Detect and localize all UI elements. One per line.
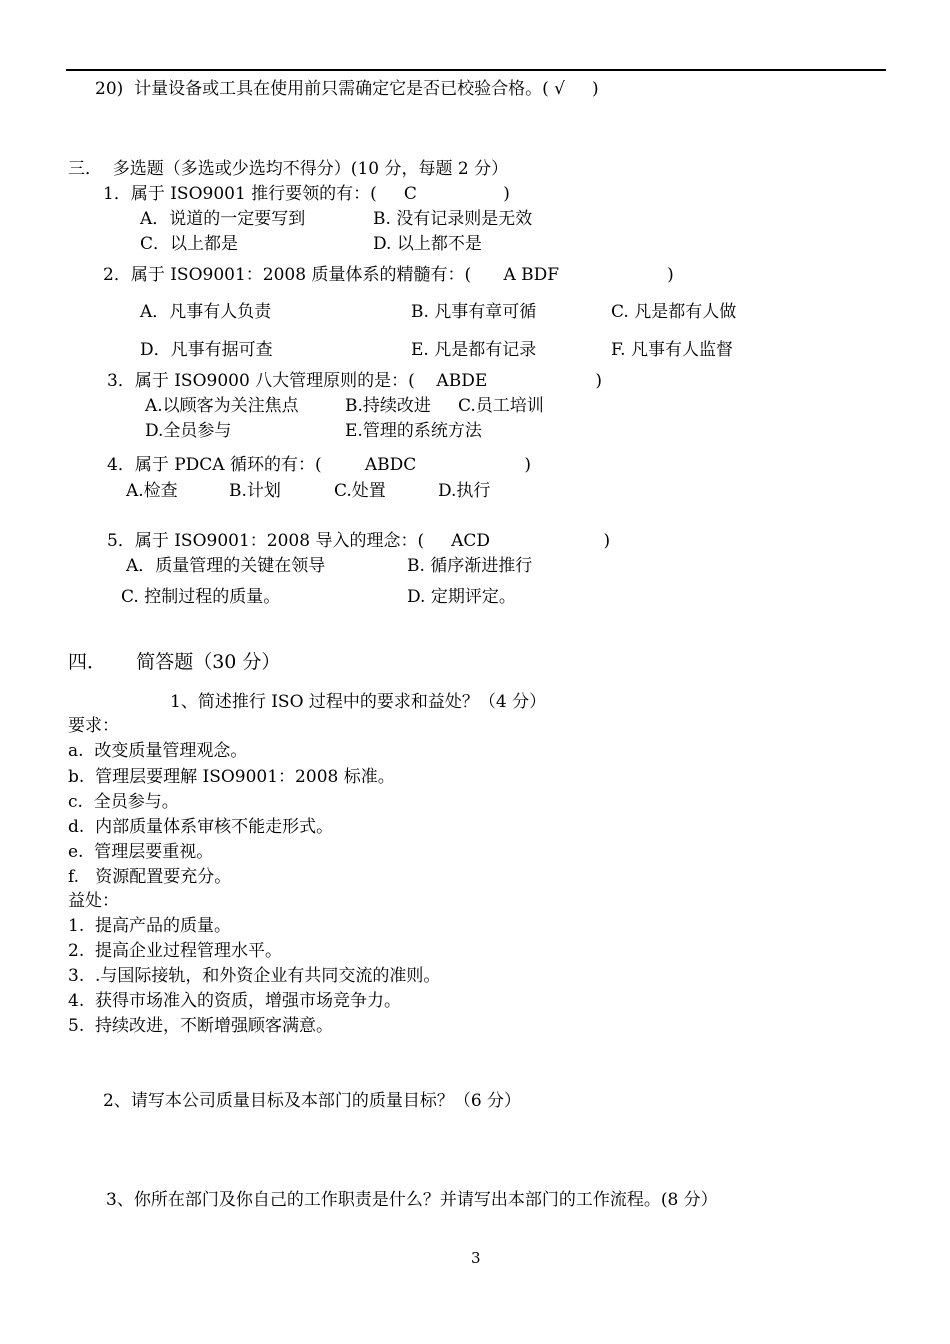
sa-question-1: 1、简述推行 ISO 过程中的要求和益处？（4 分） bbox=[170, 692, 547, 712]
mc-q3-stem: 3．属于 ISO9000 八大管理原则的是：( ABDE ) bbox=[107, 371, 602, 391]
benefit-item: 2. 提高企业过程管理水平。 bbox=[68, 941, 283, 961]
mc-q5-option-c: C. 控制过程的质量。 bbox=[121, 587, 281, 607]
requirements-label: 要求： bbox=[68, 716, 119, 736]
page-number: 3 bbox=[471, 1249, 481, 1267]
mc-q2-option-e: E. 凡是都有记录 bbox=[411, 340, 537, 360]
benefit-item: 1. 提高产品的质量。 bbox=[68, 916, 232, 936]
benefits-label: 益处： bbox=[68, 891, 119, 911]
requirement-item: c. 全员参与。 bbox=[68, 792, 179, 812]
benefit-item: 5. 持续改进，不断增强顾客满意。 bbox=[68, 1016, 334, 1036]
mc-q2-stem: 2．属于 ISO9001：2008 质量体系的精髓有：( A BDF ) bbox=[103, 265, 674, 285]
mc-q1-option-a: A．说道的一定要写到 bbox=[140, 209, 306, 229]
mc-q5-option-b: B. 循序渐进推行 bbox=[407, 556, 533, 576]
mc-q4-stem: 4．属于 PDCA 循环的有：( ABDC ) bbox=[107, 455, 531, 475]
mc-q2-option-a: A．凡事有人负责 bbox=[140, 302, 272, 322]
mc-q4-option-b: B.计划 bbox=[229, 481, 281, 501]
tf-question-20: 20) 计量设备或工具在使用前只需确定它是否已校验合格。( √ ) bbox=[95, 79, 599, 99]
header-rule bbox=[66, 69, 886, 71]
mc-q5-option-a: A．质量管理的关键在领导 bbox=[126, 556, 326, 576]
benefit-item: 3. .与国际接轨，和外资企业有共同交流的准则。 bbox=[68, 966, 441, 986]
mc-q5-option-d: D. 定期评定。 bbox=[407, 587, 516, 607]
benefit-item: 4. 获得市场准入的资质，增强市场竞争力。 bbox=[68, 991, 402, 1011]
mc-q4-option-d: D.执行 bbox=[438, 481, 491, 501]
sa-section-heading: 四． 简答题（30 分） bbox=[68, 651, 281, 673]
mc-q1-option-c: C．以上都是 bbox=[140, 234, 239, 254]
requirement-item: f. 资源配置要充分。 bbox=[68, 867, 232, 887]
mc-q3-option-a: A.以顾客为关注焦点 bbox=[145, 396, 299, 416]
mc-q3-option-d: D.全员参与 bbox=[145, 421, 232, 441]
sa-question-2: 2、请写本公司质量目标及本部门的质量目标？（6 分） bbox=[103, 1091, 522, 1111]
requirement-item: e. 管理层要重视。 bbox=[68, 842, 214, 862]
mc-q2-option-b: B. 凡事有章可循 bbox=[411, 302, 537, 322]
mc-section-heading: 三． 多选题（多选或少选均不得分）(10 分，每题 2 分） bbox=[68, 159, 509, 179]
mc-q3-option-b: B.持续改进 bbox=[345, 396, 431, 416]
mc-q4-option-a: A.检查 bbox=[126, 481, 178, 501]
mc-q1-option-b: B. 没有记录则是无效 bbox=[373, 209, 533, 229]
mc-q5-stem: 5．属于 ISO9001：2008 导入的理念：( ACD ) bbox=[107, 531, 611, 551]
mc-q2-option-c: C. 凡是都有人做 bbox=[611, 302, 737, 322]
mc-q2-option-f: F. 凡事有人监督 bbox=[611, 340, 733, 360]
sa-question-3: 3、你所在部门及你自己的工作职责是什么？并请写出本部门的工作流程。(8 分） bbox=[106, 1190, 718, 1210]
mc-q3-option-e: E.管理的系统方法 bbox=[345, 421, 482, 441]
requirement-item: a. 改变质量管理观念。 bbox=[68, 741, 248, 761]
mc-q1-option-d: D. 以上都不是 bbox=[373, 234, 482, 254]
mc-q1-stem: 1．属于 ISO9001 推行要领的有：( C ) bbox=[103, 184, 510, 204]
mc-q3-option-c: C.员工培训 bbox=[458, 396, 544, 416]
requirement-item: b. 管理层要理解 ISO9001：2008 标准。 bbox=[68, 767, 395, 787]
mc-q2-option-d: D．凡事有据可查 bbox=[140, 340, 273, 360]
requirement-item: d. 内部质量体系审核不能走形式。 bbox=[68, 817, 334, 837]
mc-q4-option-c: C.处置 bbox=[334, 481, 386, 501]
